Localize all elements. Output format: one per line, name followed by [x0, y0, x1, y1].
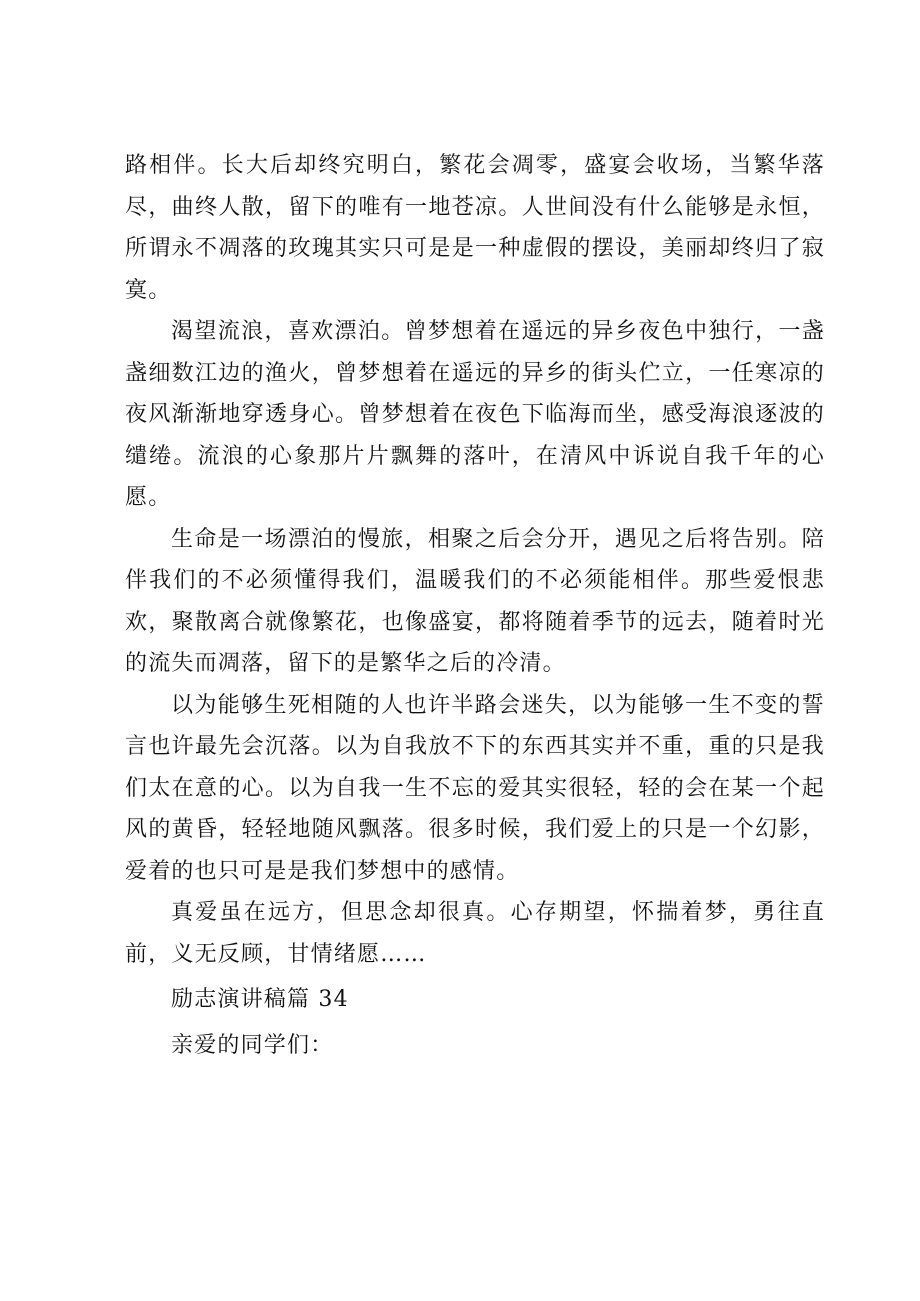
- paragraph-1: 路相伴。长大后却终究明白，繁花会凋零，盛宴会收场，当繁华落尽，曲终人散，留下的唯有一地苍凉。人世间没有什么能够是永恒，所谓永不凋落的玫瑰其实只可是是一种虚假的摆设，美丽却终归了寂寞。: [125, 153, 825, 303]
- paragraph-3: 生命是一场漂泊的慢旅，相聚之后会分开，遇见之后将告别。陪伴我们的不必须懂得我们，温暖我们的不必须能相伴。那些爱恨悲欢，聚散离合就像繁花，也像盛宴，都将随着季节的远去，随着时光的流失而凋落，留下的是繁华之后的冷清。: [125, 526, 825, 676]
- document-body: [125, 145, 825, 1066]
- paragraph-2: 渴望流浪，喜欢漂泊。曾梦想着在遥远的异乡夜色中独行，一盏盏细数江边的渔火，曾梦想着在遥远的异乡的街头伫立，一任寒凉的夜风渐渐地穿透身心。曾梦想着在夜色下临海而坐，感受海浪逐波的缱绻。流浪的心象那片片飘舞的落叶，在清风中诉说自我千年的心愿。: [125, 319, 825, 510]
- paragraph-4: 以为能够生死相随的人也许半路会迷失，以为能够一生不变的誓言也许最先会沉落。以为自我放不下的东西其实并不重，重的只是我们太在意的心。以为自我一生不忘的爱其实很轻，轻的会在某一个起风的黄昏，轻轻地随风飘落。很多时候，我们爱上的只是一个幻影，爱着的也只可是是我们梦想中的感情。: [125, 692, 825, 884]
- section-heading: 励志演讲稿篇 34: [171, 987, 349, 1012]
- paragraph-5: 真爱虽在远方，但思念却很真。心存期望，怀揣着梦，勇往直前，义无反顾，甘情绪愿……: [125, 900, 825, 967]
- salutation: 亲爱的同学们：: [171, 1032, 334, 1058]
